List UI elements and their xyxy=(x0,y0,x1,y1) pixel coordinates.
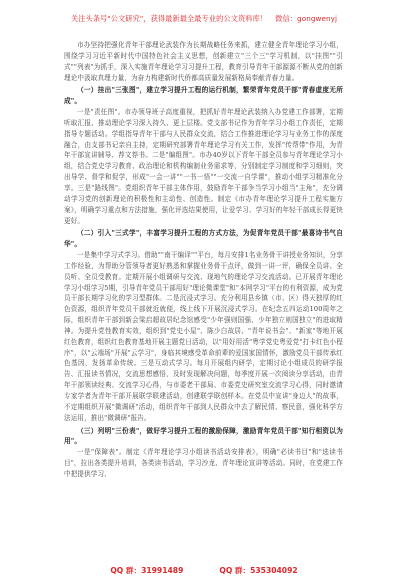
body-paragraph: 一是集中学习式学习。借助""南干编译""平台，每月安排1名业务骨干讲授业务知识，分享工作经验，为帮助分管领导者更好熟悉和掌握业务骨干点评，做到一讲一评，确保全员讲、全员听、全员受教育。定期开展小组调研与交流、现地气的理论学习交流活动。已开展青年理论学习小组学习5期，引导青年党员干部用好"理论微课堂"和"本网学习"平台的有利资源，成为党员干部长期学习化的学习型群体。二是沉浸式学习。充分利用县乡镇（市、区）得天独厚的红色资源，组织青年党员干部就近就便，线上线下开展沉浸式学习。在纪念五四运动100周年之际，组织青年干部到新会梁启超故居纪念馆感受"少年强则国强、少年独立则国独立"的进取精神。为提升党性教育实效，组织到"党史小屋"、陈少白故居、"青年说书会"、"新家"等地开展红色教育，组织红色教育基地开展主题党日活动，以"用好用活"粤学党史粤爱党"打卡红色小程序"，以"云端场"开展"云学习"，身临其境感受革命前辈的爱国家国情怀，激励党员干部传承红色基因，发扬革命传统。三是互动式学习。每月开展组内研学，定期讨论小组成员的研学报告、汇报读书情况，交流思想感悟，及时发现解决问题，每季度开展一次阅读分享活动，由青年干部领读经典、交流学习心得，与市委老干部局、市委党史研究室交流学习心得，同时邀请专家学者为青年干部开展联学联建活动，创建联学联创样本。在党员中宣讲"身边人"的故事，不定期组织开展"微调研"活动，组织青年干部到人民群众中去了解民情、察民意，强化科学方法运用，推出"微调研"报告。 xyxy=(64,251,343,422)
footer-qq-group-1: QQ 群：31991489 xyxy=(110,566,184,575)
intro-paragraph: 市办坚持把强化青年干部理论武装作为长期战略任务来抓，建立健全青年理论学习小组，围绕学习习近平新时代中国特色社会主义思想，创新建立"三个三"学习机制，以"挂图""引式""列表"为抓手，深入实施青年理论学习习提升工程，教育引导青年干部源源不断从党的创新理论中汲取真理力量，为奋力构建新时代侨都高质量发展新格局奉献青春力量。 xyxy=(64,41,343,82)
section-heading: （二）引入"三式学"，丰富学习提升工程的方式方法，为促青年党员干部"最喜诗书气自华"。 xyxy=(64,229,343,249)
footer-qq-group-2: QQ 群：535304092 xyxy=(219,566,298,575)
header-notice: 关注头条号"公文研究"，获得最新最全最专业的公文资料库！ xyxy=(70,14,268,23)
footer-banner xyxy=(0,565,408,576)
body-paragraph: 一是"责任图"。市办领导班子高度重视，把抓好青年理论武装纳入办党建工作部署，定期听取汇报、推动理论学习深入持久、更上层楼。党支部书记作为青年学习小组工作责任，定期指导专题活动。学组指导青年干部与人民群众交流，结合工作推进理论学习与业务工作的深度融合，由支部书记亲自主持，定期研究部署青年理论学习有关工作，发挥"传帮带"作用，为青年干部宣讲辅导、荐文荐书。二是"编组图"。市办40岁以下青年干部全员参与青年理论学习小组，结合党史学习教育、政治理论和机构编制业务需求等，分别制定学习制度和学习细则，突出导学、督学和促学，形成"一会一讲""一书一悟""一交流一自学课"，推动小组学习精准化分享。三是"路线图"。党组织青年干部主体作用，鼓励青年干部争当学习小组当"主角"，充分调动学习党的创新理论的积极性和主动性、创造性。制定《市办青年理论学习提升工程实施方案》，明确学习重点和方法措施，强化评选结果使用，让爱学习、学习好的年轻干部成长得更快更好。 xyxy=(64,108,343,225)
header-wechat: 微信：gongwenyj xyxy=(275,14,338,23)
body-paragraph: 一是"保障表"。制定《青年理论学习小组读书活动安排表》，明确"必读书目"和"选读书目"，拉出各类提升培训，各类读书活动，学习沙龙、青年理论宣讲等活动。同时，在党建工作中把提供学习、 xyxy=(64,448,343,478)
header-banner xyxy=(0,14,408,24)
section-heading: （一）挂出"三张图"，建立学习提升工程的运行机制，繁荣青年党员干部"青春虚度无所成"。 xyxy=(64,86,343,106)
document-body xyxy=(64,40,343,480)
section-heading: （三）列明"三份表"，做好学习提升工程的激励保障，激励青年党员干部"知行相资以为用"。 xyxy=(64,426,343,446)
